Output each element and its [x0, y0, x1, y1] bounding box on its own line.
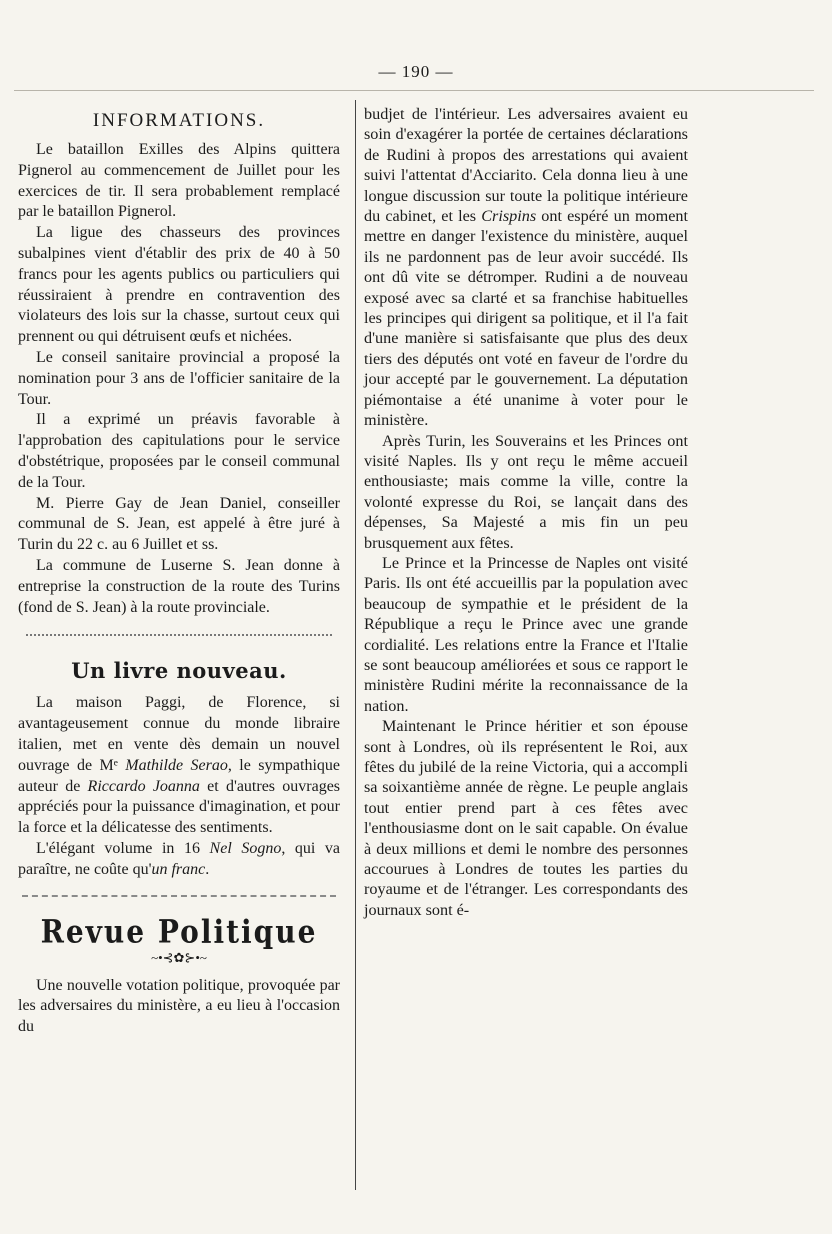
- section-divider-2: [22, 895, 336, 897]
- livre-text: , qui va paraître, ne coûte qu': [18, 839, 340, 878]
- author-name: Mathilde Serao: [125, 756, 228, 774]
- info-paragraph-3: Le conseil sanitaire provincial a proposé la nomination pour 3 ans de l'officier sanitaire de la Tour.: [18, 348, 340, 408]
- page-number: — 190 —: [378, 62, 454, 81]
- info-paragraph-5: M. Pierre Gay de Jean Daniel, conseiller communal de S. Jean, est appelé à être juré à Turin du 22 c. au 6 Juillet et ss.: [18, 494, 340, 554]
- revue-politique-heading: Revue Politique: [40, 912, 318, 950]
- livre-text: La maison Paggi, de Florence, si avantageusement connue du monde libraire italien, met en vente dès demain un nouvel ouvrage de Mᵉ: [18, 694, 340, 774]
- ornament-icon: ~•⊰✿⊱•~: [151, 949, 207, 965]
- info-paragraph-4: Il a exprimé un préavis favorable à l'approbation des capitulations pour le service d'obstétrique, proposées par le conseil communal de la Tour.: [18, 411, 340, 491]
- livre-heading: Un livre nouveau.: [71, 658, 287, 684]
- livre-text: L'élégant volume in 16: [36, 839, 210, 857]
- info-paragraph-1: Le bataillon Exilles des Alpins quittera Pignerol au commencement de Juillet pour les exercices de tir. Il sera probablement remplacé par le bataillon Pignerol.: [18, 141, 340, 221]
- livre-paragraph-2: [18, 839, 340, 881]
- left-column: [18, 104, 340, 1038]
- info-paragraph-6: La commune de Luserne S. Jean donne à entreprise la construction de la route des Turins (fond de S. Jean) à la route provinciale.: [18, 556, 340, 616]
- book-title: Nel Sogno: [209, 839, 282, 857]
- politique-paragraph-3: Le Prince et la Princesse de Naples ont visité Paris. Ils ont été accueillis par la population avec beaucoup de sympathie et le président de la République a reçu le Prince avec une grande cordialité. Les relations entre la France et l'Italie se sont beaucoup améliorées et sous ce rapport le ministère Rudini mérite la reconnaissance de la nation.: [364, 553, 688, 715]
- right-column: [364, 104, 688, 920]
- politique-text: ont espéré un moment mettre en danger l'existence du ministère, auquel ils ne pardonnent pas de leur avoir succédé. Ils ont dû vite se détromper. Rudini a de nouveau exposé avec sa clarté et sa franchise habituelles les principes qui dirigent sa politique, et il l'a fait d'une manière si satisfaisante que plus des deux tiers des députés ont voté en faveur de l'ordre du jour accepté par le gouvernement. La députation piémontaise a été unanime à voter pour le ministère.: [364, 207, 689, 430]
- book-price: un franc: [151, 860, 206, 878]
- livre-text: .: [205, 860, 210, 878]
- livre-paragraph-1: [18, 693, 340, 839]
- livre-text: , le sympathique auteur de: [18, 756, 340, 795]
- informations-heading: INFORMATIONS.: [92, 110, 266, 131]
- book-title: Riccardo Joanna: [87, 777, 200, 795]
- livre-text: et d'autres ouvrages appréciés pour la puissance d'imagination, et pour la force et la délicatesse des sentiments.: [18, 777, 341, 837]
- revue-paragraph-1: Une nouvelle votation politique, provoquée par les adversaires du ministère, a eu lieu à l'occasion du: [18, 976, 340, 1036]
- column-divider: [355, 100, 356, 1190]
- section-divider-1: [26, 634, 332, 636]
- politique-paragraph-1: [364, 104, 688, 431]
- info-paragraph-2: La ligue des chasseurs des provinces subalpines vient d'établir des prix de 40 à 50 francs pour les agents publics ou particuliers qui réussiraient à prendre en contravention des violateurs des lois sur la chasse, surtout ceux qui prennent ou qui détruisent œufs et nichées.: [18, 224, 340, 346]
- politique-paragraph-4: Maintenant le Prince héritier et son épouse sont à Londres, où ils représentent le Roi, aux fêtes du jubilé de la reine Victoria, qui a accompli sa soixantième année de règne. Le peuple anglais tout entier prend part à ces fêtes avec l'enthousiasme dont on le sait capable. On évalue à deux millions et demi le nombre des personnes accourues à Londres de toutes les parties du royaume et de l'étranger. Les correspondants des journaux sont é-: [364, 717, 688, 919]
- top-rule: [14, 90, 814, 91]
- politique-text: budjet de l'intérieur. Les adversaires avaient eu soin d'exagérer la portée de certaines déclarations de Rudini à propos des arrestations qui avaient suivi l'attentat d'Acciarito. Cela donna lieu à une longue discussion sur toute la politique intérieure du cabinet, et les: [364, 105, 688, 226]
- party-name: Crispins: [481, 207, 537, 226]
- politique-paragraph-2: Après Turin, les Souverains et les Princes ont visité Naples. Ils y ont reçu le même accueil enthousiaste; mais comme la ville, contre la volonté expresse du Roi, se lançait dans des dépenses, Sa Majesté a mis fin un peu brusquement aux fêtes.: [364, 431, 688, 552]
